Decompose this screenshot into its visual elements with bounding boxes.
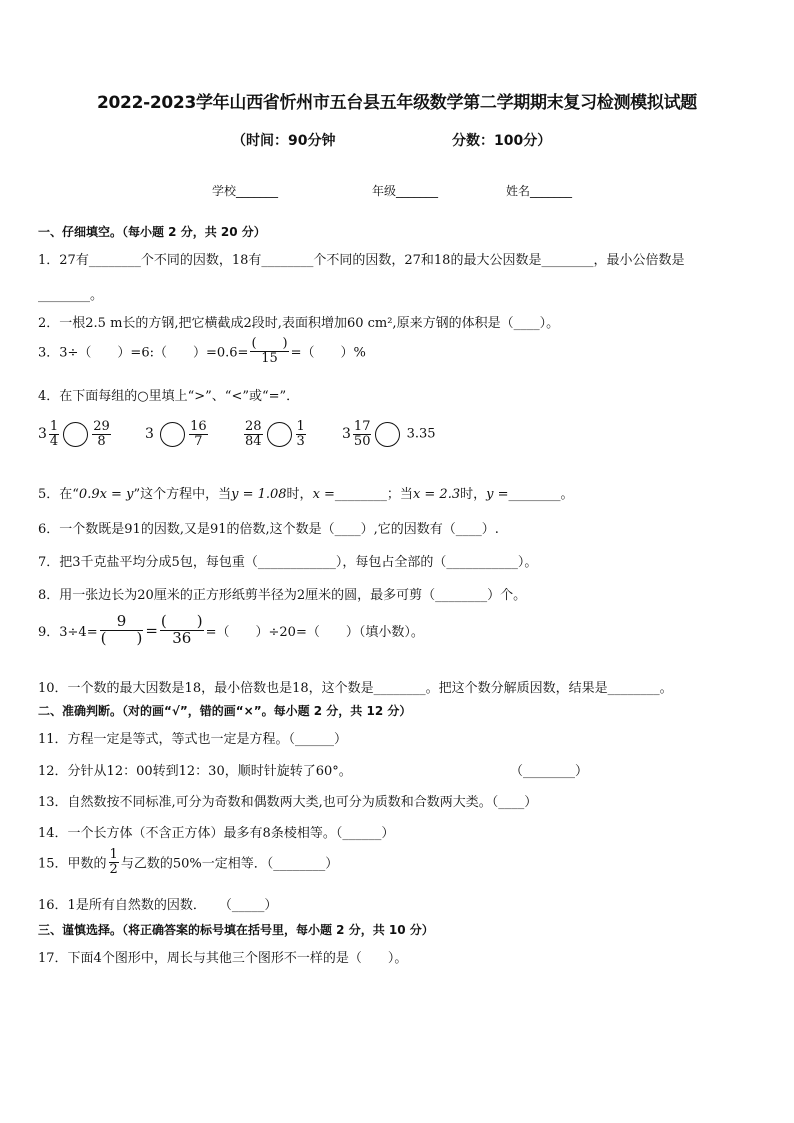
- g3-right-frac: [296, 420, 306, 448]
- q9-post: =（ ）÷20=（ ）（填小数）。: [205, 624, 424, 640]
- compare-circle-1[interactable]: [63, 422, 88, 447]
- q4-group-3: [242, 420, 308, 448]
- q5-d: 时，: [286, 487, 313, 502]
- g3-rnum: 1: [296, 419, 305, 434]
- q4-group-1: [38, 420, 113, 448]
- g1-num: 1: [49, 419, 59, 434]
- g3-rden: 3: [296, 433, 305, 449]
- question-14: 14．一个长方体（不含正方体）最多有8条棱相等。（______）: [38, 826, 395, 841]
- question-9: [38, 614, 424, 647]
- q4-group-4: [342, 420, 436, 448]
- g3-left-frac: [244, 420, 263, 448]
- question-15: [38, 848, 338, 876]
- question-7: 7．把3千克盐平均分成5包，每包重（____________），每包占全部的（___________）。: [38, 555, 538, 570]
- q9-pre: 9．3÷4=: [38, 624, 98, 640]
- g2-rnum: 16: [190, 419, 207, 434]
- g1-rnum: 29: [93, 419, 110, 434]
- question-11: 11．方程一定是等式，等式也一定是方程。（______）: [38, 732, 348, 747]
- question-12: 12．分针从12：00转到12：30，顺时针旋转了60°。: [38, 764, 352, 779]
- g1-den: 4: [49, 433, 59, 449]
- q3-den: 15: [261, 350, 278, 366]
- question-8: 8．用一张边长为20厘米的正方形纸剪半径为2厘米的圆，最多可剪（________）个。: [38, 588, 527, 603]
- q4-group-2: [145, 420, 210, 448]
- q3-pre: 3．3÷（ ）=6:（ ）=0.6=: [38, 345, 249, 361]
- page-title: 2022-2023学年山西省忻州市五台县五年级数学第二学期期末复习检测模拟试题: [97, 93, 697, 113]
- question-2: 2．一根2.5 m长的方钢,把它横截成2段时,表面积增加60 cm²,原来方钢的体积是（____）。: [38, 316, 560, 331]
- school-field[interactable]: 学校_______: [212, 184, 279, 198]
- q15-den: 2: [109, 861, 118, 877]
- compare-circle-3[interactable]: [267, 422, 292, 447]
- g2-left: 3: [145, 426, 154, 443]
- question-4: 4．在下面每组的○里填上“>”、“<”或“=”．: [38, 389, 300, 404]
- question-10: 10．一个数的最大因数是18，最小倍数也是18，这个数是________。把这个数分解质因数，结果是________。: [38, 681, 673, 696]
- q15-num: 1: [109, 847, 118, 862]
- q5-g: x = 2.3: [412, 487, 461, 502]
- q15-frac: [109, 848, 119, 876]
- q9-n1: 9: [100, 614, 144, 631]
- q3-fraction: [250, 337, 288, 365]
- g1-rden: 8: [97, 433, 106, 449]
- g1-frac: [49, 420, 59, 448]
- q3-num: ( ): [251, 336, 288, 351]
- section-2-heading: 二、准确判断。（对的画“√”，错的画“×”。每小题 2 分，共 12 分）: [38, 704, 412, 718]
- g4-whole: 3: [342, 426, 351, 443]
- q5-h: 时，: [460, 487, 487, 502]
- g4-frac: [353, 420, 372, 448]
- q5-a: 5．在“: [38, 487, 79, 502]
- q5-i: y =: [486, 487, 509, 502]
- exam-time: （时间：90分钟: [232, 133, 336, 149]
- question-16: 16．1是所有自然数的因数． （_____）: [38, 898, 278, 913]
- q9-eq: =: [145, 621, 158, 640]
- question-1-line-2: ________。: [38, 288, 104, 303]
- question-13: 13．自然数按不同标准,可分为奇数和偶数两大类,也可分为质数和合数两大类。（____）: [38, 795, 538, 810]
- section-1-heading: 一、仔细填空。（每小题 2 分，共 20 分）: [38, 225, 266, 239]
- q9-frac-1: [100, 614, 144, 647]
- q9-frac-2: [160, 614, 204, 647]
- compare-circle-4[interactable]: [375, 422, 400, 447]
- g3-lden: 84: [245, 433, 262, 449]
- g4-right: 3.35: [406, 426, 436, 442]
- q15-pre: 15．甲数的: [38, 856, 107, 872]
- q5-c: y = 1.08: [231, 487, 287, 502]
- q5-b: ”这个方程中，当: [133, 487, 232, 502]
- compare-circle-2[interactable]: [160, 422, 185, 447]
- question-12-blank[interactable]: （________）: [510, 764, 589, 779]
- question-5: [38, 483, 574, 502]
- q15-post: 与乙数的50%一定相等．（________）: [120, 856, 339, 872]
- q9-n2: ( ): [160, 612, 203, 630]
- q5-j: ________。: [508, 487, 574, 502]
- name-field[interactable]: 姓名_______: [506, 184, 573, 198]
- q5-e: x =: [312, 487, 335, 502]
- exam-score: 分数：100分）: [452, 133, 552, 149]
- section-3-heading: 三、谨慎选择。（将正确答案的标号填在括号里，每小题 2 分，共 10 分）: [38, 923, 434, 937]
- question-3: [38, 337, 366, 365]
- question-6: 6．一个数既是91的因数,又是91的倍数,这个数是（____）,它的因数有（____）.: [38, 522, 499, 537]
- q9-d1: ( ): [100, 628, 143, 647]
- g3-lnum: 28: [245, 419, 262, 434]
- q3-post: =（ ）%: [290, 345, 366, 361]
- g4-num: 17: [353, 419, 371, 434]
- g1-right-frac: [92, 420, 111, 448]
- g2-right-frac: [189, 420, 208, 448]
- question-1-line-1: 1．27有________个不同的因数，18有________个不同的因数，27和18的最大公因数是________，最小公倍数是: [38, 253, 685, 268]
- grade-field[interactable]: 年级_______: [372, 184, 439, 198]
- q5-f: ________；当: [334, 487, 413, 502]
- q9-d2: 36: [172, 628, 192, 647]
- g4-den: 50: [353, 433, 371, 449]
- q5-equation: 0.9x = y: [78, 487, 134, 502]
- g1-whole: 3: [38, 426, 47, 443]
- g2-rden: 7: [194, 433, 203, 449]
- question-17: 17．下面4个图形中，周长与其他三个图形不一样的是（ ）。: [38, 951, 408, 966]
